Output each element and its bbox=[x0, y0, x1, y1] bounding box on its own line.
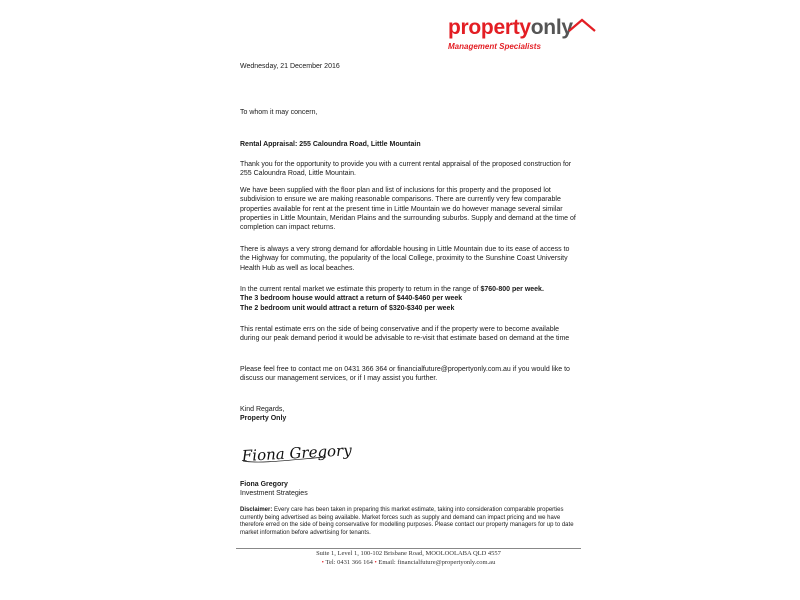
signature-text: Fiona Gregory bbox=[241, 441, 353, 465]
paragraph-demand: There is always a very strong demand for affordable housing in Little Mountain due to its ease of access to the Highway for commuting, the popularity of the local College, proximity to the Sunshine Coast University Health Hub as well as local beaches. bbox=[240, 246, 570, 272]
rate-unit: The 2 bedroom unit would attract a return of $320-$340 per week bbox=[240, 304, 455, 312]
disclaimer bbox=[240, 507, 585, 537]
letter-date: Wednesday, 21 December 2016 bbox=[240, 63, 340, 70]
handwritten-signature bbox=[240, 437, 353, 467]
house-roof-icon bbox=[568, 18, 596, 32]
footer-email: Email: financialfuture@propertyonly.com.au bbox=[376, 559, 496, 566]
company-logo bbox=[448, 16, 598, 56]
bullet-icon: • bbox=[374, 559, 377, 566]
brand-tagline: Management Specialists bbox=[448, 42, 541, 51]
rate-intro: In the current rental market we estimate this property to return in the range of bbox=[240, 286, 481, 293]
footer-phone: Tel: 0431 366 164 bbox=[323, 559, 375, 566]
rate-range: $760-800 per week. bbox=[480, 286, 544, 293]
letter-greeting: To whom it may concern, bbox=[240, 109, 318, 116]
letter-subject: Rental Appraisal: 255 Caloundra Road, Little Mountain bbox=[240, 141, 421, 148]
paragraph-comparisons: We have been supplied with the floor plan and list of inclusions for this property and the proposed lot subdivision to ensure we are making reasonable comparisons. There are currently very few comparable properties available for rent at the present time in Little Mountain we do however manage several similar properties in Little Mountain, Meridan Plains and the surrounding suburbs. Supply and demand at the time of completion can impact returns. bbox=[240, 187, 576, 232]
paragraph-conservative: This rental estimate errs on the side of being conservative and if the property were to become available during our peak demand period it would be advisable to re-visit that estimate based on demand at the time bbox=[240, 326, 570, 343]
letter-closing: Kind Regards, bbox=[240, 406, 285, 413]
signer-title: Investment Strategies bbox=[240, 490, 308, 497]
brand-part-only: only bbox=[530, 16, 573, 39]
footer-address: Suite 1, Level 1, 100-102 Brisbane Road, MOOLOOLABA QLD 4557 bbox=[316, 550, 501, 557]
rate-total-line bbox=[240, 285, 580, 294]
letter-company: Property Only bbox=[240, 415, 287, 422]
footer-divider bbox=[236, 548, 581, 549]
signer-name: Fiona Gregory bbox=[240, 481, 288, 488]
disclaimer-text: Every care has been taken in preparing this market estimate, taking into consideration comparable properties currently being advertised as being available. Market forces such as supply and demand can impact pricing and we have therefore erred on the side of being conservative for modelling purposes. Please contact our property managers for up to date market information before advertising for tenants. bbox=[240, 507, 574, 536]
rental-estimates bbox=[240, 285, 580, 313]
rate-house: The 3 bedroom house would attract a return of $440-$460 per week bbox=[240, 295, 463, 303]
paragraph-intro: Thank you for the opportunity to provide you with a current rental appraisal of the proposed construction for 255 Caloundra Road, Little Mountain. bbox=[240, 161, 572, 178]
disclaimer-label: Disclaimer: bbox=[240, 507, 273, 513]
brand-part-property: property bbox=[448, 16, 531, 39]
footer-contact bbox=[236, 559, 581, 566]
paragraph-contact: Please feel free to contact me on 0431 366 364 or financialfuture@propertyonly.com.au if you would like to discuss our management services, or if I may assist you further. bbox=[240, 366, 570, 383]
brand-wordmark bbox=[448, 16, 573, 40]
bullet-icon: • bbox=[321, 559, 324, 566]
